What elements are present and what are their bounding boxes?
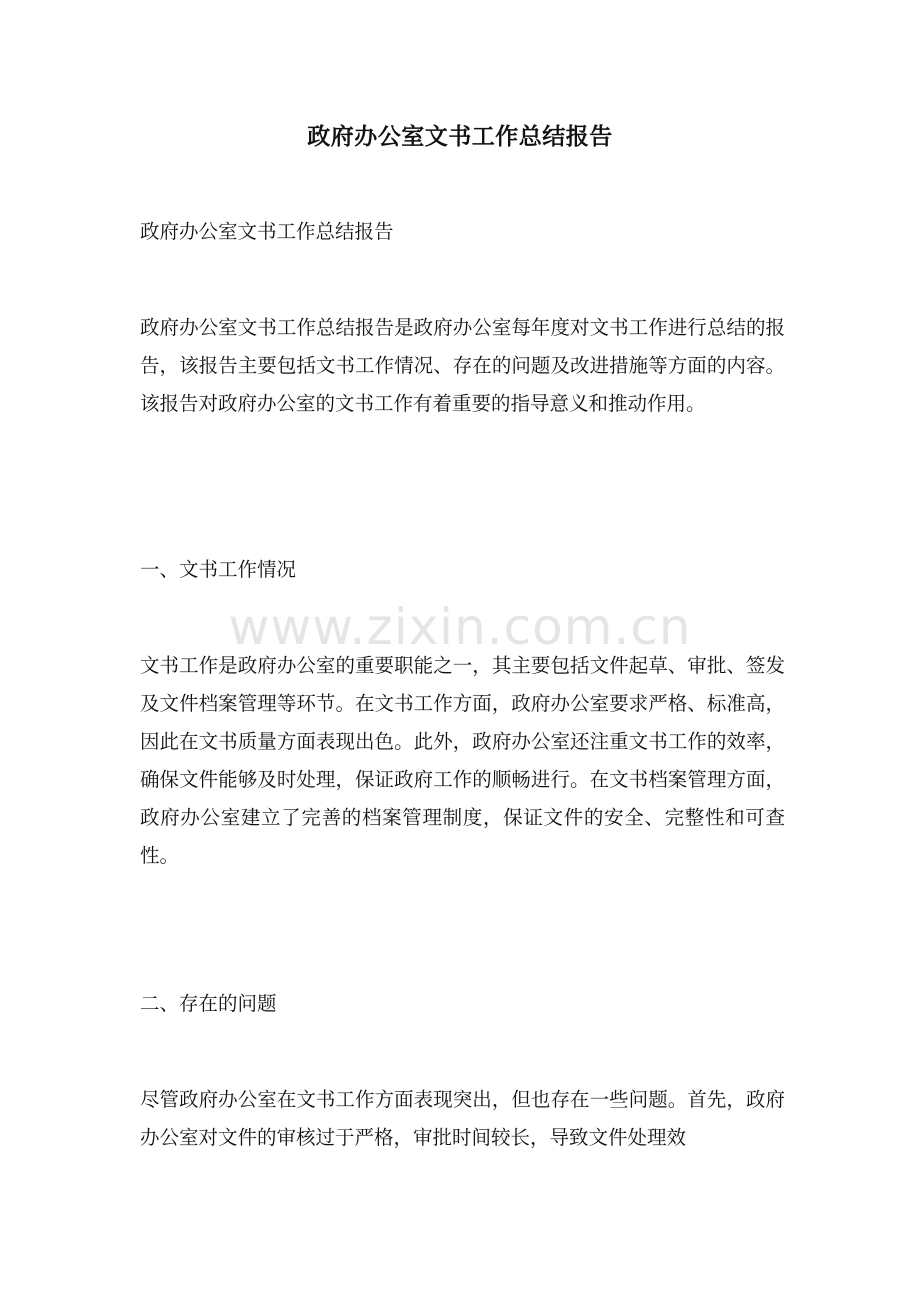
section-heading-2: 二、存在的问题 bbox=[140, 992, 277, 1015]
section-heading-1: 一、文书工作情况 bbox=[140, 558, 297, 581]
watermark-text: www.zixin.com.cn bbox=[228, 598, 692, 656]
section-body-2: 尽管政府办公室在文书工作方面表现突出，但也存在一些问题。首先，政府办公室对文件的审核过于严格，审批时间较长，导致文件处理效 bbox=[140, 1088, 785, 1149]
section-body-1: 文书工作是政府办公室的重要职能之一，其主要包括文件起草、审批、签发及文件档案管理等环节。在文书工作方面，政府办公室要求严格、标准高，因此在文书质量方面表现出色。此外，政府办公室还注重文书工作的效率，确保文件能够及时处理，保证政府工作的顺畅进行。在文书档案管理方面，政府办公室建立了完善的档案管理制度，保证文件的安全、完整性和可查性。 bbox=[140, 654, 785, 867]
intro-paragraph: 政府办公室文书工作总结报告是政府办公室每年度对文书工作进行总结的报告，该报告主要包括文书工作情况、存在的问题及改进措施等方面的内容。该报告对政府办公室的文书工作有着重要的指导意义和推动作用。 bbox=[140, 316, 785, 415]
document-title: 政府办公室文书工作总结报告 bbox=[307, 123, 613, 150]
document-subtitle: 政府办公室文书工作总结报告 bbox=[140, 220, 394, 243]
